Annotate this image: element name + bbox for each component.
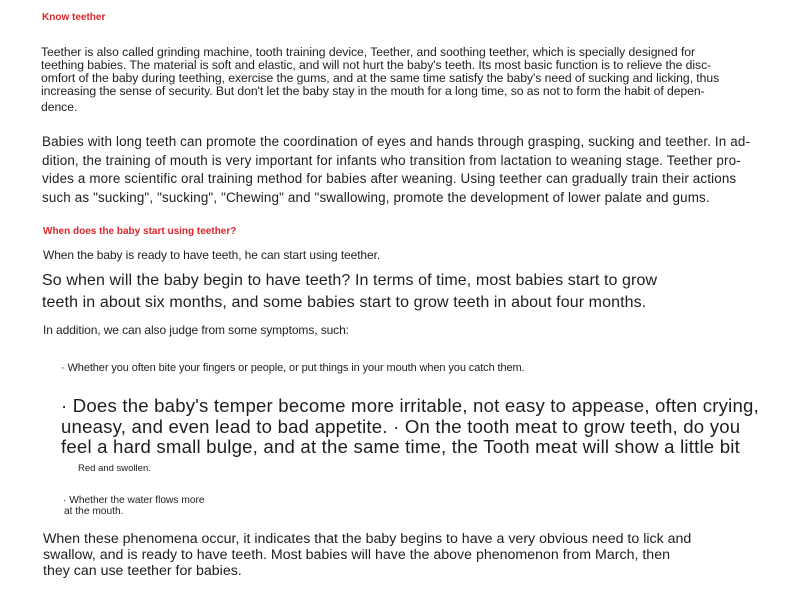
list-item-drooling: [63, 496, 205, 517]
text-line: omfort of the baby during teething, exercise the gums, and at the same time satisfy the baby's need of sucking and licking, thus: [41, 71, 720, 85]
paragraph-teether-definition: [41, 46, 719, 114]
text-line: · Does the baby's temper become more irritable, not easy to appease, often crying,: [61, 395, 759, 416]
text-line: they can use teether for babies.: [43, 563, 242, 579]
section-heading-when-start: When does the baby start using teether?: [43, 226, 237, 237]
text-line: such as "sucking", "sucking", "Chewing" and "swallowing, promote the development of lower palate and gums.: [42, 189, 710, 205]
paragraph-conclusion: [43, 531, 691, 579]
text-line: teething babies. The material is soft and elastic, and will not hurt the baby's teeth. Its most basic function is to relieve the disc-: [41, 58, 712, 72]
text-line: Babies with long teeth can promote the coordination of eyes and hands through grasping, sucking and teether. In ad-: [42, 134, 751, 149]
text-line: dition, the training of mouth is very important for infants who transition from lactation to weaning stage. Teether pro-: [42, 152, 741, 168]
list-item-tail-red-swollen: Red and swollen.: [78, 463, 151, 474]
text-line: increasing the sense of security. But don't let the baby stay in the mouth for a long time, so as not to form the habit of depen-: [41, 84, 705, 98]
text-line: vides a more scientific oral training method for babies after weaning. Using teether can gradually train their actions: [42, 171, 737, 186]
list-item-bite-fingers: · Whether you often bite your fingers or people, or put things in your mouth when you catch them.: [61, 362, 525, 374]
section-heading-know-teether: Know teether: [42, 12, 106, 23]
text-line: dence.: [41, 100, 78, 114]
text-line: feel a hard small bulge, and at the same time, the Tooth meat will show a little bit: [61, 436, 740, 457]
text-line: teeth in about six months, and some babies start to grow teeth in about four months.: [42, 294, 647, 311]
text-line: · Whether the water flows more: [63, 495, 205, 506]
list-item-temper-irritable: [61, 396, 759, 458]
text-line: swallow, and is ready to have teeth. Most babies will have the above phenomenon from March, then: [43, 547, 670, 563]
text-line: When these phenomena occur, it indicates that the baby begins to have a very obvious need to lick and: [43, 531, 692, 547]
text-line: uneasy, and even lead to bad appetite. · On the tooth meat to grow teeth, do you: [61, 415, 741, 437]
text-line: Teether is also called grinding machine, tooth training device, Teether, and soothing teether, which is specially designed for: [41, 45, 696, 59]
paragraph-teether-benefits: [42, 133, 750, 207]
text-line: at the mouth.: [64, 505, 124, 517]
paragraph-teeth-timing: [42, 270, 657, 314]
paragraph-ready-for-teeth: When the baby is ready to have teeth, he can start using teether.: [43, 248, 381, 262]
text-line: So when will the baby begin to have teeth? In terms of time, most babies start to grow: [42, 272, 658, 289]
paragraph-symptoms-intro: In addition, we can also judge from some symptoms, such:: [43, 323, 349, 337]
